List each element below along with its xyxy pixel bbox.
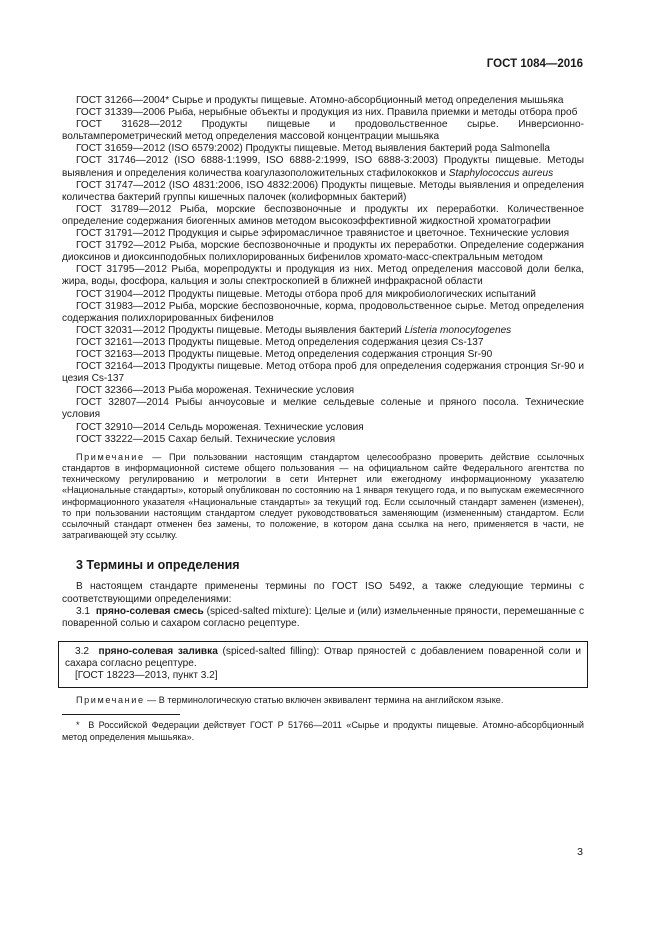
note-text: — При пользовании настоящим стандартом целесообразно проверить действие ссылочных стандартов в информационной системе общего пользования — на официальном сайте Федерального агентства по техническому регулированию и метрологии в сети Интернет или ежегодному информационному указателю «Национальные стандарты», который опубликован по состоянию на 1 января текущего года, и по выпускам ежемесячного информационного указателя «Национальные стандарты» за текущий год. Если ссылочный стандарт заменен (изменен), то при пользовании настоящим стандартом следует руководствоваться заменяющим (измененным) стандартом. Если ссылочный стандарт отменен без замены, то положение, в котором дана ссылка на него, применяется в части, не затрагивающей эту ссылку. bbox=[62, 451, 584, 541]
document-code: ГОСТ 1084—2016 bbox=[486, 58, 583, 70]
term-source: [ГОСТ 18223—2013, пункт 3.2] bbox=[75, 670, 218, 681]
boxed-term-entry bbox=[58, 641, 588, 688]
reference-item: ГОСТ 32161—2013 Продукты пищевые. Метод определения содержания цезия Cs-137 bbox=[76, 336, 484, 348]
term-number: 3.2 bbox=[75, 645, 90, 657]
reference-item-with-italic bbox=[62, 155, 584, 179]
reference-item: ГОСТ 31266—2004* Сырье и продукты пищевые. Атомно-абсорбционный метод определения мышьяка bbox=[76, 95, 564, 106]
reference-item: ГОСТ 31983—2012 Рыба, морские беспозвоночные, корма, продовольственное сырье. Метод определения содержания полихлорированных бифенилов bbox=[62, 300, 584, 324]
reference-item: ГОСТ 32163—2013 Продукты пищевые. Метод определения содержания стронция Sr-90 bbox=[76, 348, 493, 360]
reference-item: ГОСТ 31904—2012 Продукты пищевые. Методы отбора проб для микробиологических испытаний bbox=[76, 288, 536, 300]
reference-item: ГОСТ 31789—2012 Рыба, морские беспозвоночные и продукты их переработки. Количественное определение содержания биогенных аминов методом высокоэффективной жидкостной хроматографии bbox=[62, 203, 584, 227]
page-number: 3 bbox=[577, 846, 583, 858]
note-references bbox=[62, 452, 584, 542]
term-entry-3-1 bbox=[62, 606, 584, 630]
section-title: 3 Термины и определения bbox=[76, 558, 240, 573]
term-name: пряно-солевая заливка bbox=[98, 645, 218, 657]
term-entry-3-2 bbox=[65, 646, 581, 670]
term-definition: (spiced-salted mixture): Целые и (или) измельченные пряности, перемешанные с поваренной солью и сахаром согласно рецептуре. bbox=[62, 605, 584, 629]
reference-item: ГОСТ 31747—2012 (ISO 4831:2006, ISO 4832:2006) Продукты пищевые. Методы выявления и определения количества бактерий группы кишечных палочек (колиформных бактерий) bbox=[62, 179, 584, 203]
reference-item: ГОСТ 31628—2012 Продукты пищевые и продовольственное сырье. Инверсионно-вольтамперометрический метод определения массовой концентрации мышьяка bbox=[62, 119, 584, 143]
term-definition: (spiced-salted filling): Отвар пряностей с добавлением поваренной соли и сахара согласно рецептуре. bbox=[65, 645, 581, 669]
reference-item: ГОСТ 31792—2012 Рыба, морские беспозвоночные и продукты их переработки. Определение содержания диоксинов и диоксинподобных полихлорированных бифенилов хромато-масс-спектральным методом bbox=[62, 240, 584, 264]
reference-item: ГОСТ 31339—2006 Рыба, нерыбные объекты и продукция из них. Правила приемки и методы отбора проб bbox=[76, 107, 578, 119]
italic-organism: Listeria monocytogenes bbox=[404, 324, 512, 336]
reference-text: ГОСТ 32031—2012 Продукты пищевые. Методы выявления бактерий bbox=[76, 324, 402, 336]
italic-organism: Staphylococcus aureus bbox=[448, 167, 554, 179]
reference-item: ГОСТ 31659—2012 (ISO 6579:2002) Продукты пищевые. Метод выявления бактерий рода Salmonella bbox=[76, 143, 551, 155]
note-terminology bbox=[62, 695, 584, 706]
reference-text: ГОСТ 31746—2012 (ISO 6888-1:1999, ISO 6888-2:1999, ISO 6888-3:2003) Продукты пищевые. Методы выявления и определения количества коагулазоположительных стафилококков и bbox=[62, 155, 584, 179]
reference-item: ГОСТ 32910—2014 Сельдь мороженая. Технические условия bbox=[76, 421, 364, 433]
note-text: — В терминологическую статью включен эквивалент термина на английском языке. bbox=[147, 695, 504, 706]
section-intro: В настоящем стандарте применены термины по ГОСТ ISO 5492, а также следующие термины с соответствующими определениями: bbox=[62, 581, 584, 605]
reference-item: ГОСТ 32164—2013 Продукты пищевые. Метод отбора проб для определения содержания стронция Sr-90 и цезия Cs-137 bbox=[62, 361, 584, 385]
reference-item: ГОСТ 31791—2012 Продукция и сырье эфиромасличное травянистое и цветочное. Технические условия bbox=[76, 228, 570, 240]
footnote-divider bbox=[62, 714, 180, 715]
note-label: Примечание bbox=[76, 451, 145, 462]
reference-item: ГОСТ 32807—2014 Рыбы анчоусовые и мелкие сельдевые соленые и пряного посола. Технические условия bbox=[62, 397, 584, 421]
reference-item: ГОСТ 33222—2015 Сахар белый. Технические условия bbox=[76, 433, 336, 445]
reference-item: ГОСТ 31795—2012 Рыба, морепродукты и продукция из них. Метод определения массовой доли белка, жира, воды, фосфора, кальция и золы спектроскопией в ближней инфракрасной области bbox=[62, 264, 584, 288]
footnote-text: В Российской Федерации действует ГОСТ Р 51766—2011 «Сырье и продукты пищевые. Атомно-абсорбционный метод определения мышьяка». bbox=[62, 720, 584, 742]
term-name: пряно-солевая смесь bbox=[95, 605, 204, 617]
page-body bbox=[62, 95, 584, 743]
reference-item-with-italic bbox=[62, 325, 584, 337]
term-number: 3.1 bbox=[76, 605, 91, 617]
footnote bbox=[62, 720, 584, 742]
footnote-mark: * bbox=[76, 720, 80, 731]
reference-item: ГОСТ 32366—2013 Рыба мороженая. Технические условия bbox=[76, 385, 355, 397]
note-label: Примечание bbox=[76, 695, 145, 706]
